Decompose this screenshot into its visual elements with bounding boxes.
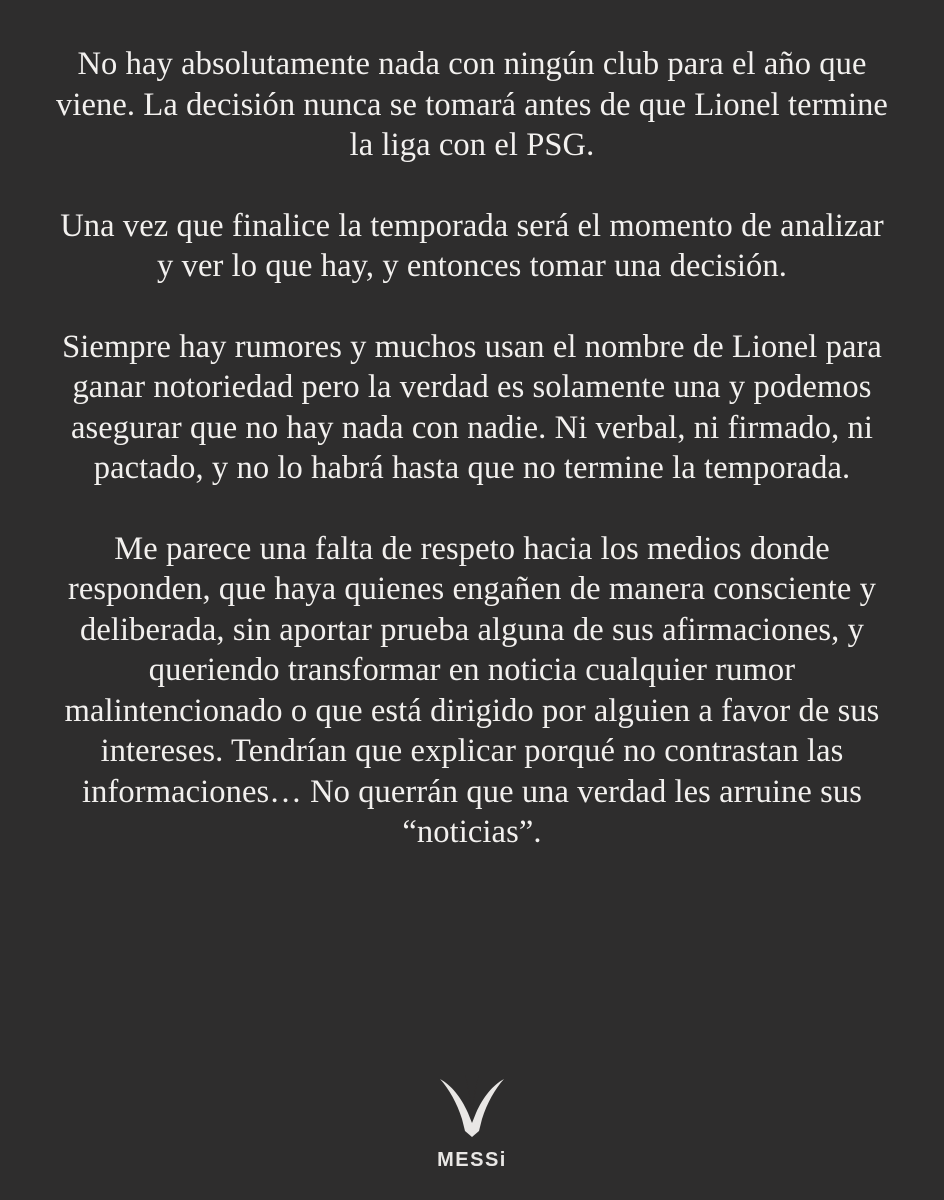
- footer-logo: [0, 1075, 944, 1170]
- statement-paragraph-1: No hay absolutamente nada con ningún club para el año que viene. La decisión nunca se tomará antes de que Lionel termine la liga con el PSG.: [56, 46, 888, 163]
- messi-wordmark: MESSi: [437, 1149, 507, 1171]
- messi-m-monogram-icon: [435, 1075, 509, 1141]
- statement-paragraph-3: Siempre hay rumores y muchos usan el nombre de Lionel para ganar notoriedad pero la verdad es solamente una y podemos asegurar que no hay nada con nadie. Ni verbal, ni firmado, ni pactado, y no lo habrá hasta que no termine la temporada.: [62, 328, 882, 486]
- statement-paragraph-2: Una vez que finalice la temporada será el momento de analizar y ver lo que hay, y entonces tomar una decisión.: [60, 207, 884, 284]
- statement-paragraph-4: Me parece una falta de respeto hacia los medios donde responden, que haya quienes engañen de manera consciente y deliberada, sin aportar prueba alguna de sus afirmaciones, y queriendo transformar en noticia cualquier rumor malintencionado o que está dirigido por alguien a favor de sus intereses. Tendrían que explicar porqué no contrastan las informaciones… No querrán que una verdad les arruine sus “noticias”.: [64, 530, 880, 850]
